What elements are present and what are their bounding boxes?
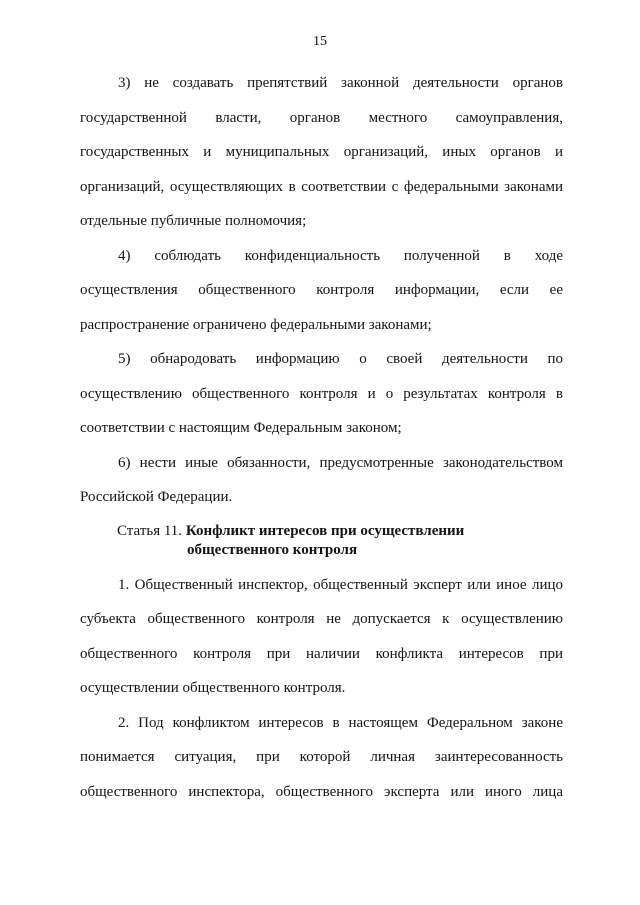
page-number: 15: [313, 34, 327, 49]
text-line: субъекта общественного контроля не допускается к осуществлению: [80, 611, 563, 627]
article-heading: [80, 522, 563, 560]
text-line: 4) соблюдать конфиденциальность полученной в ходе: [118, 247, 563, 264]
document-body: [80, 66, 563, 809]
text-line: 3) не создавать препятствий законной деятельности органов: [118, 75, 563, 91]
article-paragraph-2: [80, 706, 563, 810]
obligation-item-3: [80, 66, 563, 239]
article-title-continuation: общественного контроля: [187, 541, 358, 558]
article-paragraph-1: [80, 568, 563, 706]
obligation-item-4: [80, 239, 563, 343]
text-line: осуществлению общественного контроля и о результатах контроля в: [80, 385, 563, 402]
article-label: Статья 11.: [117, 522, 183, 539]
text-line: 2. Под конфликтом интересов в настоящем Федеральном законе: [118, 714, 563, 731]
obligation-item-5: [80, 342, 563, 446]
text-line: государственных и муниципальных организаций, иных органов и: [80, 144, 563, 160]
text-line: Российской Федерации.: [80, 489, 233, 505]
text-line: 6) нести иные обязанности, предусмотренные законодательством: [118, 454, 563, 471]
article-heading-line: [80, 522, 563, 541]
text-line: государственной власти, органов местного самоуправления,: [80, 109, 563, 126]
article-title: Конфликт интересов при осуществлении: [185, 522, 465, 539]
text-line: осуществления общественного контроля информации, если ее: [80, 282, 563, 298]
text-line: отдельные публичные полномочия;: [80, 213, 307, 229]
text-line: 5) обнародовать информацию о своей деятельности по: [118, 351, 563, 367]
text-line: организаций, осуществляющих в соответствии с федеральными законами: [80, 178, 563, 195]
text-line: общественного инспектора, общественного эксперта или иного лица: [80, 783, 563, 800]
text-line: осуществлении общественного контроля.: [80, 680, 346, 696]
text-line: соответствии с настоящим Федеральным законом;: [80, 420, 402, 436]
text-line: распространение ограничено федеральными законами;: [80, 316, 432, 333]
text-line: общественного контроля при наличии конфликта интересов при: [80, 645, 563, 662]
text-line: понимается ситуация, при которой личная заинтересованность: [80, 749, 563, 765]
obligation-item-6: [80, 446, 563, 515]
text-line: 1. Общественный инспектор, общественный эксперт или иное лицо: [118, 576, 563, 593]
